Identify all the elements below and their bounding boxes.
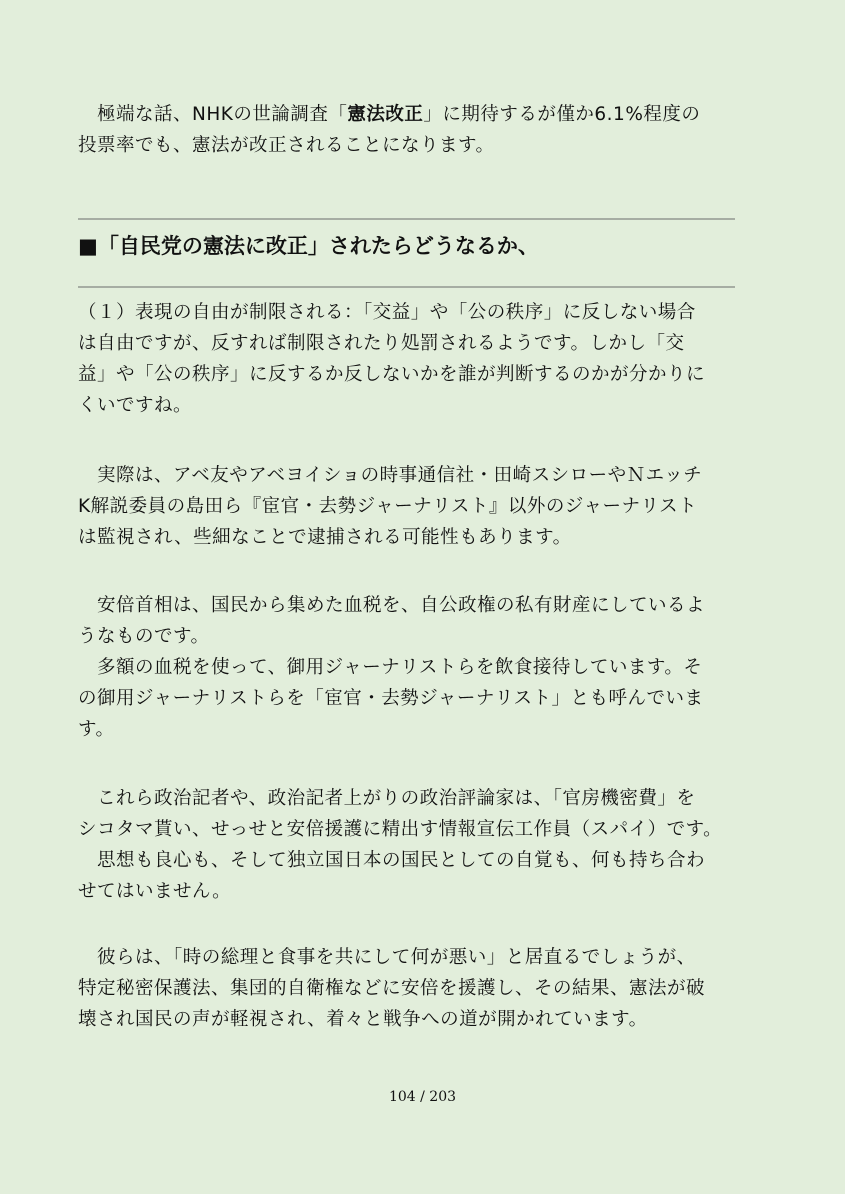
- page-number: 104 / 203: [388, 1089, 457, 1105]
- intro-line-2: 投票率でも、憲法が改正されることになります。: [78, 135, 495, 156]
- text-line: シコタマ貰い、せっせと安倍援護に精出す情報宣伝工作員（スパイ）です。: [78, 819, 723, 840]
- text-line: 実際は、アベ友やアベヨイショの時事通信社・田崎スシローやＮエッチ: [78, 465, 703, 486]
- text-line: 壊され国民の声が軽視され、着々と戦争への道が開かれています。: [78, 1009, 648, 1030]
- paragraph-freedom-of-expression: [78, 297, 738, 421]
- divider-bottom: [78, 286, 735, 288]
- text-line: す。: [78, 719, 115, 740]
- text-line: くいですね。: [78, 395, 193, 416]
- text-line: 益」や「公の秩序」に反するか反しないかを誰が判断するのかが分かりに: [78, 364, 706, 385]
- intro-paragraph: [78, 99, 738, 161]
- text-line: 特定秘密保護法、集団的自衛権などに安倍を援護し、その結果、憲法が破: [78, 978, 706, 999]
- text-line: 思想も良心も、そして独立国日本の国民としての自覚も、何も持ち合わ: [78, 850, 706, 871]
- text-line: 彼らは、「時の総理と食事を共にして何が悪い」と居直るでしょうが、: [78, 947, 696, 968]
- paragraph-taxes: [78, 590, 738, 745]
- bold-term: 憲法改正: [347, 104, 424, 125]
- text-line: うなものです。: [78, 626, 210, 647]
- paragraph-conclusion: [78, 942, 738, 1035]
- intro-line-1: 極端な話、NHKの世論調査「憲法改正」に期待するが僅か6.1%程度の: [78, 104, 701, 125]
- text-line: の御用ジャーナリストらを「宦官・去勢ジャーナリスト」とも呼んでいま: [78, 688, 704, 709]
- paragraph-journalists: [78, 460, 738, 553]
- text-line: 多額の血税を使って、御用ジャーナリストらを飲食接待しています。そ: [78, 657, 703, 678]
- text-line: は自由ですが、反すれば制限されたり処罰されるようです。しかし「交: [78, 333, 685, 354]
- text-line: 安倍首相は、国民から集めた血税を、自公政権の私有財産にしているよ: [78, 595, 706, 616]
- section-heading: ■「自民党の憲法に改正」されたらどうなるか、: [78, 234, 539, 258]
- text-line: （１）表現の自由が制限される：「交益」や「公の秩序」に反しない場合: [78, 302, 696, 323]
- text-line: K解説委員の島田ら『宦官・去勢ジャーナリスト』以外のジャーナリスト: [78, 496, 698, 517]
- text-line: は監視され、些細なことで逮捕される可能性もあります。: [78, 527, 572, 548]
- paragraph-political-reporters: [78, 783, 738, 907]
- text-line: せてはいません。: [78, 881, 232, 902]
- text-line: これら政治記者や、政治記者上がりの政治評論家は、「官房機密費」を: [78, 788, 696, 809]
- divider-top: [78, 218, 735, 220]
